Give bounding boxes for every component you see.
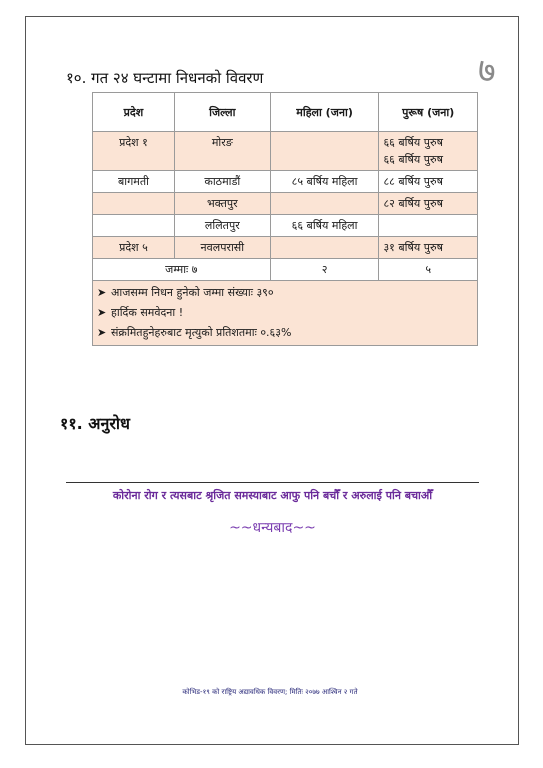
arrow-bullet-icon: ➤ xyxy=(97,286,107,299)
total-male: ५ xyxy=(379,259,478,281)
table-row xyxy=(93,193,478,215)
total-row xyxy=(93,259,478,281)
male-entry: ३१ बर्षिय पुरुष xyxy=(383,241,443,254)
total-female: २ xyxy=(270,259,379,281)
note-item xyxy=(97,303,473,323)
header-district: जिल्ला xyxy=(174,93,270,132)
total-label: जम्माः ७ xyxy=(93,259,271,281)
cell-province xyxy=(93,193,175,215)
table-row xyxy=(93,171,478,193)
header-province: प्रदेश xyxy=(93,93,175,132)
cell-female: ६६ बर्षिय महिला xyxy=(270,215,379,237)
note-item xyxy=(97,283,473,303)
header-female: महिला (जना) xyxy=(270,93,379,132)
table-row xyxy=(93,132,478,171)
deaths-table xyxy=(92,92,478,346)
cell-province: बागमती xyxy=(93,171,175,193)
arrow-bullet-icon: ➤ xyxy=(97,306,107,319)
male-entry: ८८ बर्षिय पुरुष xyxy=(383,175,443,188)
note-item xyxy=(97,323,473,343)
page-number: ७ xyxy=(478,51,496,91)
table-row xyxy=(93,237,478,259)
table-header-row xyxy=(93,93,478,132)
cell-district: काठमाडौं xyxy=(174,171,270,193)
note-text: संक्रमितहुनेहरुबाट मृत्युको प्रतिशतमाः ०.६३% xyxy=(111,326,292,339)
cell-district: ललितपुर xyxy=(174,215,270,237)
cell-male xyxy=(379,171,478,193)
cell-district: नवलपरासी xyxy=(174,237,270,259)
cell-male xyxy=(379,237,478,259)
section-10-title: १०. गत २४ घन्टामा निधनको विवरण xyxy=(66,69,264,87)
cell-province: प्रदेश ५ xyxy=(93,237,175,259)
header-male: पुरूष (जना) xyxy=(379,93,478,132)
appeal-text: कोरोना रोग र त्यसबाट श्रृजित समस्याबाट आफु पनि बचौँ र अरुलाई पनि बचाऔँ xyxy=(112,489,433,502)
notes-row xyxy=(93,281,478,346)
cell-district: मोरङ xyxy=(174,132,270,171)
cell-female xyxy=(270,132,379,171)
cell-province: प्रदेश १ xyxy=(93,132,175,171)
cell-female xyxy=(270,193,379,215)
cell-female: ८५ बर्षिय महिला xyxy=(270,171,379,193)
male-entry: ६६ बर्षिय पुरुष xyxy=(383,136,443,149)
cell-male xyxy=(379,132,478,171)
cell-district: भक्तपुर xyxy=(174,193,270,215)
thanks-text: ~~धन्यबाद~~ xyxy=(229,520,316,536)
cell-male xyxy=(379,215,478,237)
divider xyxy=(66,482,479,483)
notes-cell xyxy=(93,281,478,346)
cell-female xyxy=(270,237,379,259)
note-text: आजसम्म निधन हुनेको जम्मा संख्याः ३९० xyxy=(111,286,274,299)
cell-male xyxy=(379,193,478,215)
arrow-bullet-icon: ➤ xyxy=(97,326,107,339)
section-11-title: ११. अनुरोध xyxy=(60,414,130,433)
note-text: हार्दिक समवेदना ! xyxy=(111,306,184,319)
footer-text: कोभिड-१९ को राष्ट्रिय अद्यावधिक विवरण; मितिः २०७७ आश्विन २ गते xyxy=(182,688,358,696)
cell-province xyxy=(93,215,175,237)
table-row xyxy=(93,215,478,237)
male-entry: ८२ बर्षिय पुरुष xyxy=(383,197,443,210)
male-entry: ६६ बर्षिय पुरुष xyxy=(383,153,443,166)
